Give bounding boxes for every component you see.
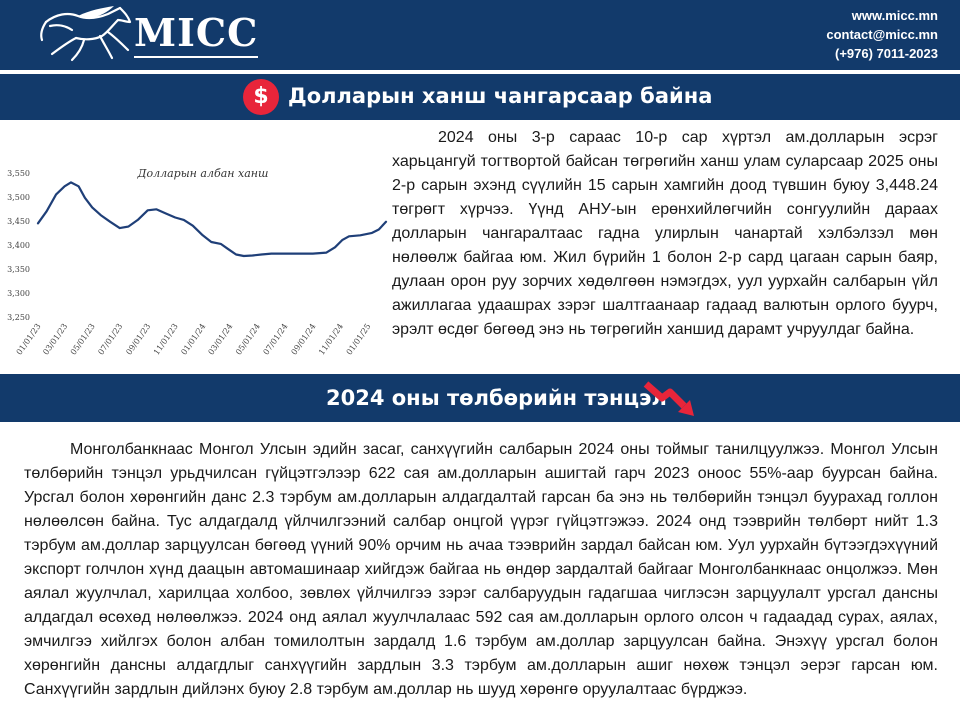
exchange-rate-chart [0,130,390,365]
section-title-balance-of-payments: 2024 оны төлбөрийн тэнцэл [326,386,667,410]
chart-title: Долларын албан ханш [137,167,269,180]
x-tick-label: 09/01/23 [124,321,153,357]
x-tick-label: 03/01/24 [206,321,235,357]
x-tick-label: 05/01/23 [68,321,97,357]
y-tick-label: 3,450 [7,216,30,226]
logo-underline [134,56,258,58]
x-tick-label: 01/01/23 [14,321,43,357]
y-tick-label: 3,250 [7,313,30,322]
y-tick-label: 3,400 [7,240,30,250]
horse-logo-icon [38,4,138,64]
y-tick-label: 3,350 [7,264,30,274]
x-tick-label: 11/01/24 [317,321,346,357]
contact-info [826,6,938,63]
header-bar [0,0,960,70]
y-tick-label: 3,550 [7,168,30,178]
section-title-exchange-rate: Долларын ханш чангарсаар байна [288,84,713,108]
logo-wordmark: MICC [134,10,259,55]
x-tick-label: 07/01/23 [96,321,125,357]
x-tick-label: 07/01/24 [261,321,290,357]
phone-number: (+976) 7011-2023 [834,46,938,61]
trend-down-icon [642,378,696,418]
x-tick-label: 03/01/23 [41,321,70,357]
exchange-rate-paragraph: 2024 оны 3-р сараас 10-р сар хүртэл ам.долларын эсрэг харьцангуй тогтвортой байсан төгрөгийн ханш улам суларсаар 2025 оны 2-р сарын эхэнд сүүлийн 15 сарын хамгийн доод түвшин буюу 3,448.24 төгрөгт хүрчээ. Үүнд АНУ-ын ерөнхийлөгчийн сонгуулийн дараах долларын чангаралтаас гадна улирлын чанартай хэлбэлзэл мөн нөлөөлж байгаа юм. Жил бүрийн 1 болон 2-р сард цагаан сарын баяр, дулаан орон руу зорчих хөдөлгөөн нэмэгдэх, уул уурхайн салбарын үйл ажиллагаа удаашрах зэрэг шалтгаанаар гадаад валютын орлого буурч, эрэлт өсдөг бөгөөд энэ нь төгрөгийн ханшид дарамт учруулдаг байна. [392,129,938,338]
x-tick-label: 01/01/25 [344,321,373,357]
x-tick-label: 01/01/24 [179,321,208,357]
email-link[interactable]: contact@micc.mn [826,27,938,42]
balance-of-payments-paragraph: Монголбанкнаас Монгол Улсын эдийн засаг, санхүүгийн салбарын 2024 оны тоймыг танилцуулжээ. Монгол Улсын төлбөрийн тэнцэл урьдчилсан гүйцэтгэлээр 622 сая ам.долларын ашигтай гарч 2023 оноос 55%-аар буурсан байна. Урсгал болон хөрөнгийн данс 2.3 тэрбум ам.долларын алдагдалтай гарсан ба энэ нь төлбөрийн тэнцэл буурахад голлон нөлөөлсөн байна. Тус алдагдалд үйлчилгээний салбар онцгой үүрэг гүйцэтгэжээ. 2024 онд тээврийн төлбөрт нийт 1.3 тэрбум ам.доллар зарцуулсан бөгөөд үүний 90% орчим нь ачаа тээврийн зардал байсан юм. Уул уурхайн бүтээгдэхүүний экспорт голчлон хүнд даацын автомашинаар хийгдэж байгаа нь өндөр зардалтай байгааг Монголбанкнаас онцолжээ. Мөн аялал жуулчлал, харилцаа холбоо, зөвлөх үйлчилгээ зэрэг салбаруудын гадагшаа чиглэсэн зарцуулалт урсгал дансны алдагдал өсөхөд нөлөөлжээ. 2024 онд аялал жуулчлалаас 592 сая ам.долларын орлого олсон ч гадаадад сурах, аялах, эмчилгээ хийлгэх болон албан томилолтын зардалд 1.6 тэрбум ам.доллар зарцуулсан байна. Энэхүү урсгал болон хөрөнгийн дансны алдагдлыг санхүүгийн зардлын 3.3 тэрбум ам.долларын ашиг нөхөж тэнцэл эерэг гарсан юм. Санхүүгийн зардлын дийлэнх буюу 2.8 тэрбум ам.доллар нь шууд хөрөнгө оруулалтаас бүрджээ. [24,441,938,698]
micc-logo [38,4,268,64]
x-tick-label: 05/01/24 [234,321,263,357]
y-tick-label: 3,300 [7,288,30,298]
dollar-icon: $ [243,79,279,115]
x-tick-label: 09/01/24 [289,321,318,357]
x-tick-label: 11/01/23 [151,321,180,357]
y-tick-label: 3,500 [7,192,30,202]
website-link[interactable]: www.micc.mn [851,8,938,23]
chart-series-line [38,182,386,256]
